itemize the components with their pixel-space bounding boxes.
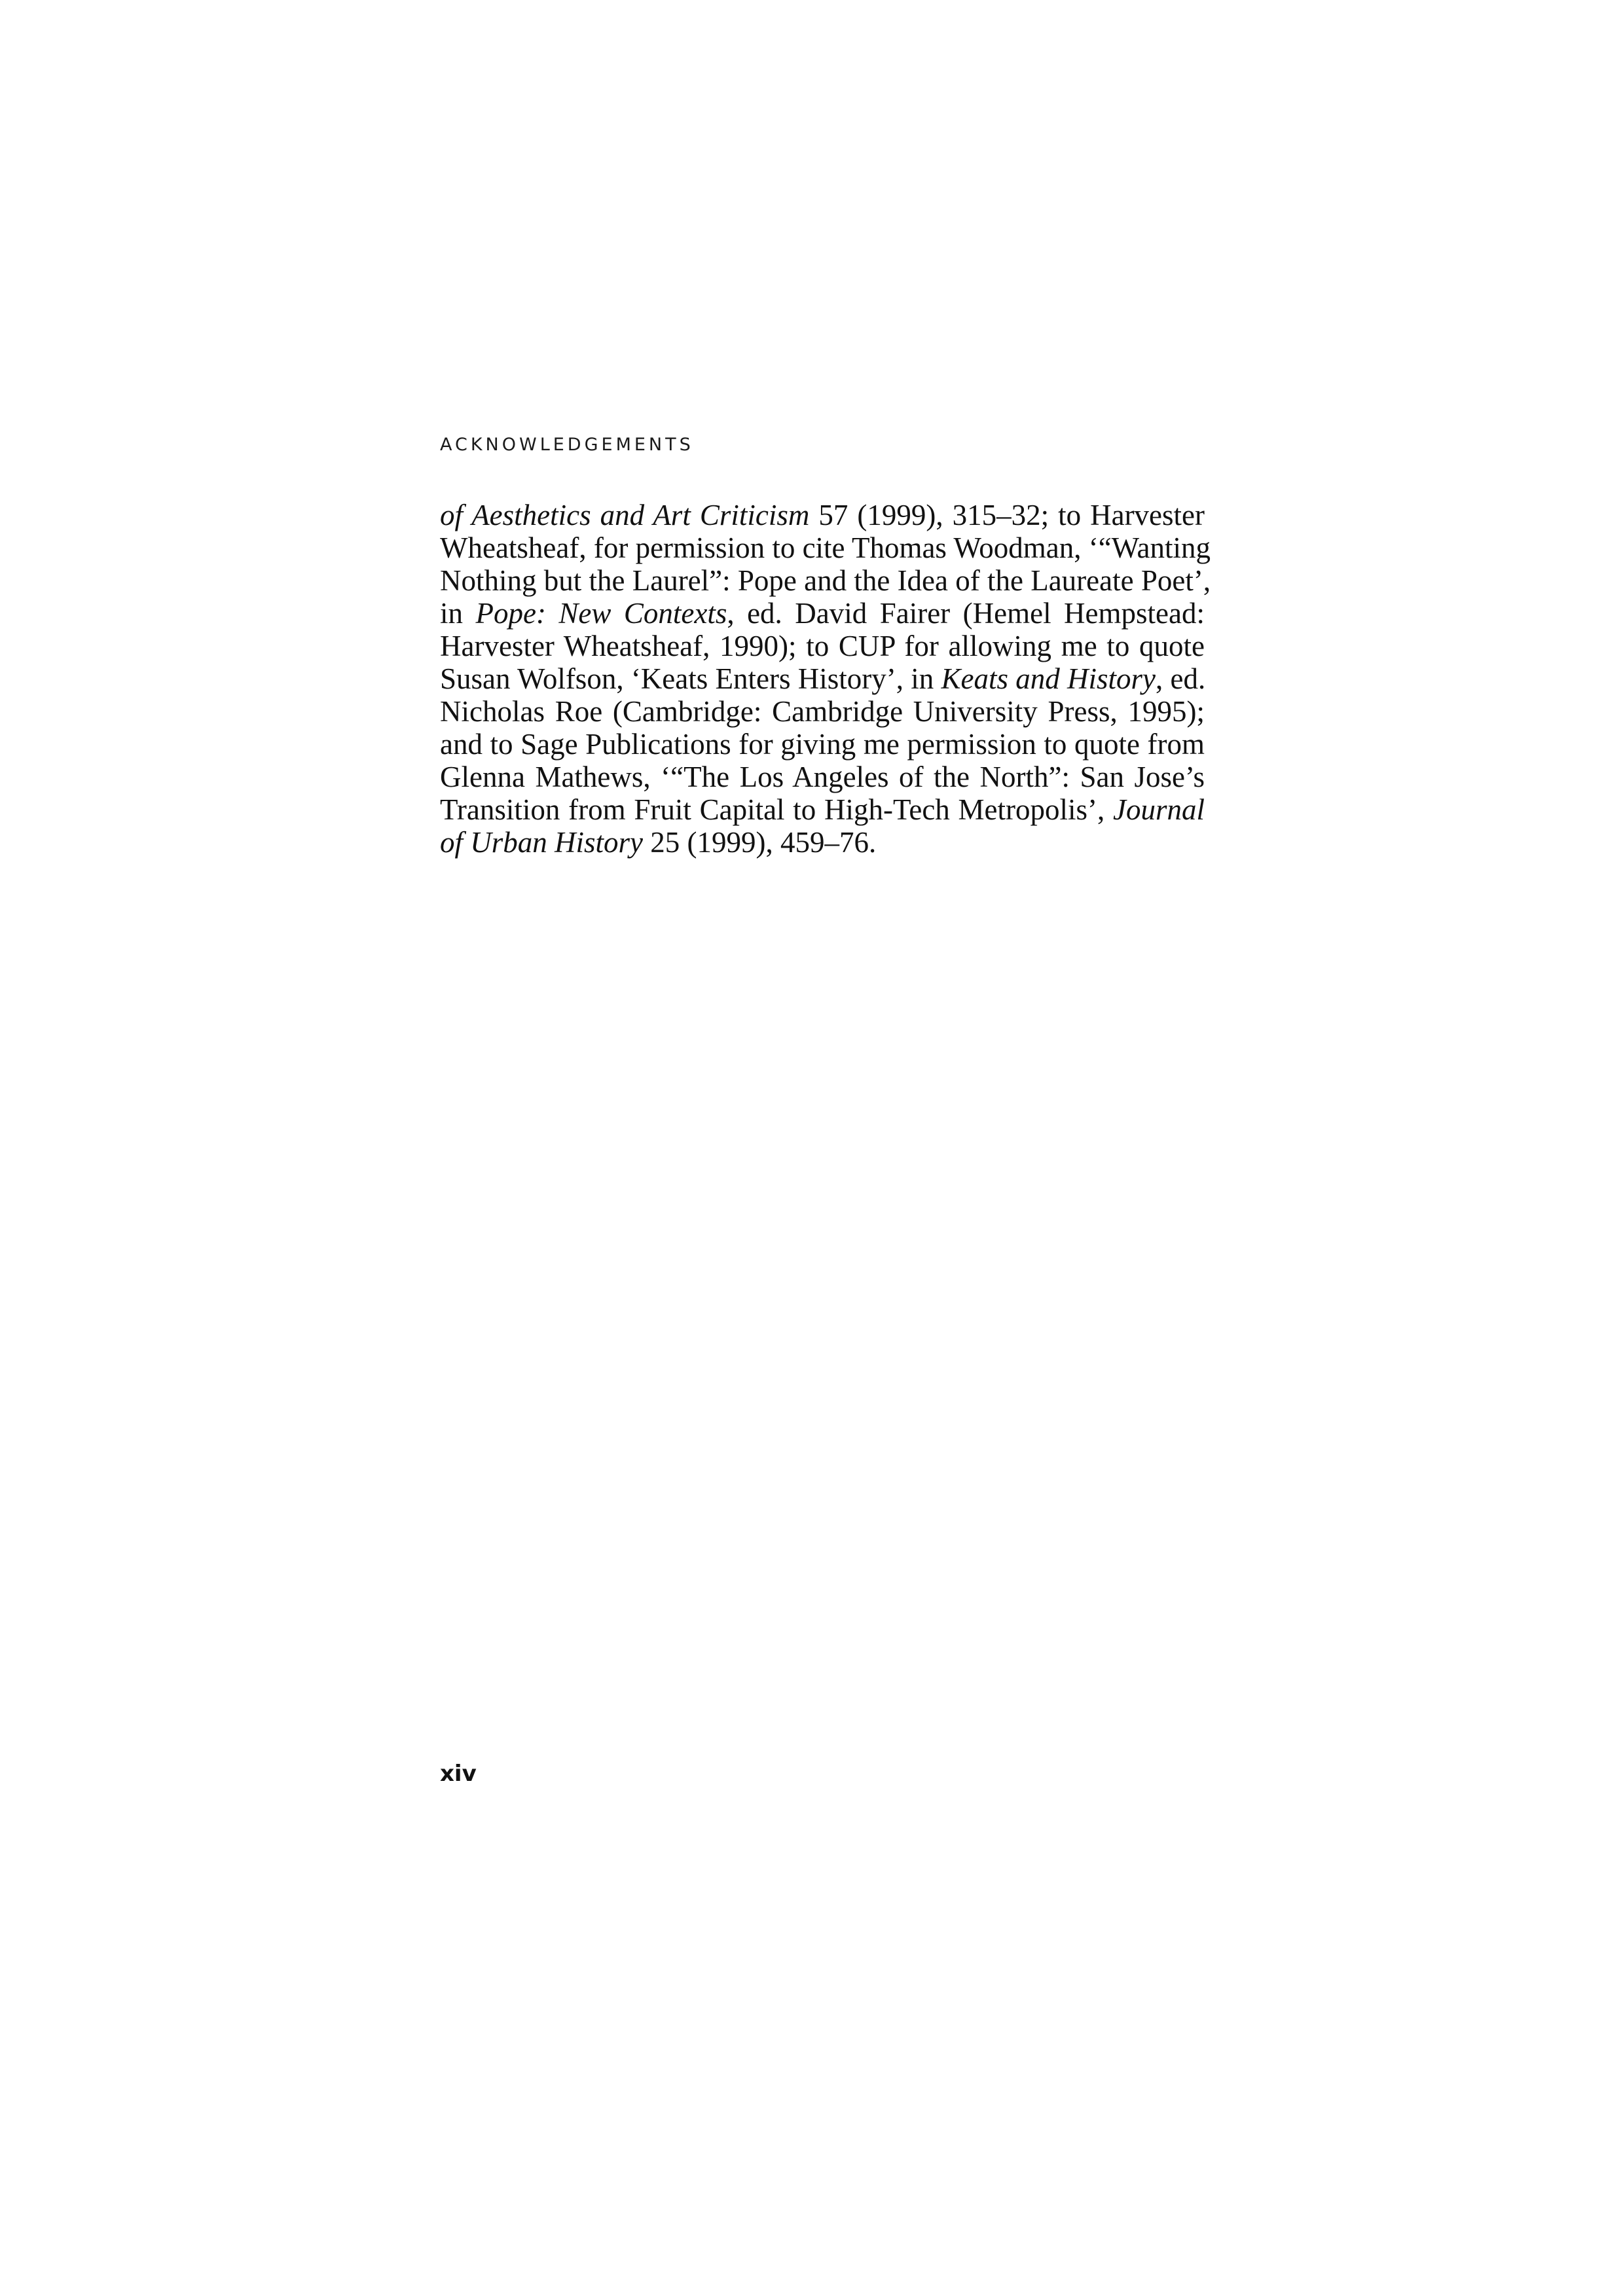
text-line (440, 531, 1211, 564)
text-segment-italic: Pope: New Contexts (475, 597, 727, 630)
text-segment: Nicholas Roe (Cambridge: Cambridge University Press, 1995); (440, 695, 1205, 728)
text-line (440, 662, 1205, 695)
text-segment-italic: of Urban History (440, 826, 644, 859)
text-segment: , ed. (1155, 662, 1206, 695)
running-head: ACKNOWLEDGEMENTS (440, 435, 694, 455)
text-line (440, 630, 1205, 662)
text-segment-italic: Keats and History (941, 662, 1156, 695)
acknowledgements-paragraph (440, 499, 1211, 859)
text-segment: , ed. David Fairer (Hemel Hempstead: (727, 597, 1205, 630)
text-line (440, 826, 1205, 859)
text-segment: and to Sage Publications for giving me permission to quote from (440, 728, 1205, 761)
text-line (440, 499, 1205, 531)
page-number: xiv (440, 1761, 477, 1787)
text-segment: in (440, 597, 476, 630)
text-segment: 57 (1999), 315–32; to Harvester (809, 499, 1205, 531)
text-segment: Transition from Fruit Capital to High-Tech Metropolis’, (440, 793, 1113, 826)
text-segment: Susan Wolfson, ‘Keats Enters History’, in (440, 662, 941, 695)
text-line (440, 695, 1205, 728)
text-segment: 25 (1999), 459–76. (643, 826, 877, 859)
text-line (440, 597, 1205, 630)
text-segment-italic: of Aesthetics and Art Criticism (440, 499, 810, 531)
text-segment: Glenna Mathews, ‘“The Los Angeles of the North”: San Jose’s (440, 761, 1205, 793)
text-line (440, 761, 1205, 793)
text-line (440, 793, 1205, 826)
text-segment: Wheatsheaf, for permission to cite Thomas Woodman, ‘“Wanting (440, 531, 1211, 564)
text-segment-italic: Journal (1113, 793, 1205, 826)
text-segment: Nothing but the Laurel”: Pope and the Idea of the Laureate Poet’, (440, 564, 1211, 597)
text-line (440, 564, 1211, 597)
text-line (440, 728, 1205, 761)
text-segment: Harvester Wheatsheaf, 1990); to CUP for allowing me to quote (440, 630, 1205, 662)
